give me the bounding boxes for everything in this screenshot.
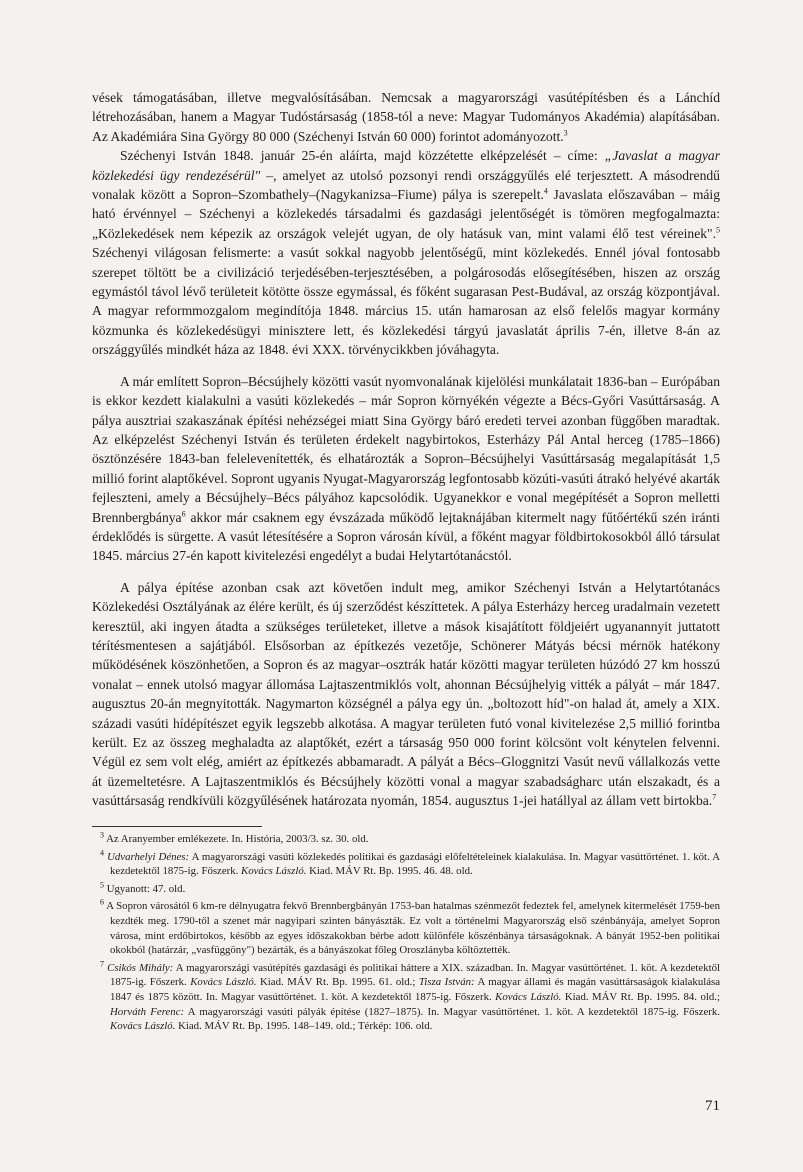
paragraph-2-text-c: Javaslata előszavában – máig ható érvénnyel – Széchenyi a közlekedés társadalmi és gazdasági jelentőségét is tömören megfogalmazta: „Közlekedések nem képezik az országok velejét ugyan, de oly hatásuk van, mint valami élő test véreinek". [92,187,720,241]
footnote-ref-5: 5 [716,225,720,235]
footnote-text: Kiad. MÁV Rt. Bp. 1995. 61. old.; [256,976,419,989]
footnote-5 [92,882,720,897]
footnote-divider [92,826,262,827]
footnote-ref-6: 6 [181,509,186,518]
footnote-author-or-editor: Kovács László. [110,1020,176,1033]
footnote-author-or-editor: Kovács László. [241,865,307,878]
footnote-text: Kiad. MÁV Rt. Bp. 1995. 84. old.; [561,990,720,1003]
footnote-author-or-editor: Tisza István: [418,976,475,989]
paragraph-3-text-a: A már említett Sopron–Bécsújhely közötti vasút nyomvonalának kijelölési munkálatait 1836-ban – Európában is ekkor kezdett kialakulni a vasúti közlekedés – már Sopron környékén végezte a Bécs-Győri Vasúttársaság. A pálya ausztriai szakaszának építési nehézségei miatt Sina György báró eredeti tervei azonban függőben maradtak. Az elképzelést Széchenyi István és területen érdekelt nagybirtokos, Esterházy Pál Antal herceg (1785–1866) ösztönzésére 1843-ban felelevenítették, és elhatározták a Sopron–Bécsújhelyi Vasúttársaság megalapítását 1,5 millió forint alaptőkével. Sopront ugyanis Nyugat-Magyarország legfontosabb közúti-vasúti átrakó helyévé akarták fejleszteni, amely a Bécsújhely–Bécs pályához kapcsolódik. Ugyanekkor e vonal megépítését a Sopron melletti Brennbergbánya [92,373,720,525]
paragraph-2-text-b: –, amelyet az utolsó pozsonyi rendi országgyűlés elé terjesztett. A másodrendű vonalak között a Sopron–Szombathely–(Nagykanizsa–Fiume) pálya is szerepelt. [92,167,720,203]
body-text [92,88,720,811]
footnote-3 [92,832,720,847]
footnote-number: 4 [100,848,104,857]
footnote-number: 6 [100,897,104,907]
footnote-text: Kiad. MÁV Rt. Bp. 1995. 46. 48. old. [306,865,473,878]
footnote-text: A magyar állami és magán vasúttársaságok kialakulása 1847 és 1875 között. In. Magyar vasúttörténet. 1. köt. A kezdetektől 1875-ig. Főszerk. [110,976,721,1003]
footnote-6 [92,899,720,957]
footnote-number: 3 [100,830,104,840]
footnote-number: 7 [100,959,104,969]
paragraph-4 [92,578,720,811]
footnote-author-or-editor: Udvarhelyi Dénes: [107,850,190,863]
paragraph-1 [92,88,720,146]
footnote-ref-3: 3 [563,128,568,138]
paragraph-3 [92,372,720,566]
footnote-text: A magyarországi vasúti közlekedés politikai és gazdasági előfeltételeinek kialakulása. In. Magyar vasúttörténet. 1. köt. A kezdetektől 1875-ig. Főszerk. [110,850,720,878]
footnote-author-or-editor: Horváth Ferenc: [110,1005,185,1018]
footnotes [92,832,720,1037]
footnote-text: A Sopron városától 6 km-re délnyugatra fekvő Brennbergbányán 1753-ban hatalmas szénmezőt fedeztek fel, amelynek kitermelését 1759-ben kezdték meg. 1790-től a szenet már nagyipari szinten bányászták. Ez volt a történelmi Magyarország első szénbányája, amelyet Sopron városa, mint erdőbirtokos, később az egyes időszakokban bérbe adott különféle kőszénbánya társaságoknak. A bányát 1952-ben politikai okokból (határzár, „vasfüggöny") bezárták, és a bányászokat főleg Oroszlányba költöztették. [106,900,720,957]
footnote-text: Az Aranyember emlékezete. In. História, 2003/3. sz. 30. old. [106,833,369,845]
footnote-text: A magyarországi vasútépítés gazdasági és politikai háttere a XIX. században. In. Magyar vasúttörténet. 1. köt. A kezdetektől 1875-ig. Főszerk. [110,961,720,989]
footnote-7 [92,961,720,1034]
footnote-text: A magyarországi vasúti pályák építése (1827–1875). In. Magyar vasúttörténet. 1. köt. A kezdetektől 1875-ig. Főszerk. [184,1005,720,1018]
footnote-text: Ugyanott: 47. old. [106,882,186,895]
footnote-text: Kiad. MÁV Rt. Bp. 1995. 148–149. old.; Térkép: 106. old. [175,1020,433,1033]
proposal-title: „Javaslat a magyar közlekedési ügy rendezésérül" [92,148,720,183]
paragraph-2-text-d: Széchenyi világosan felismerte: a vasút sokkal nagyobb jelentőségű, mint közlekedés. Ennél jóval fontosabb szerepet töltött be a civilizáció terjedésében-terjesztésében, a polgárosodás elősegítésében, hiszen az ország egymástól távol lévő területeit kötötte össze egymással, és főként sugarasan Pest-Budával, az ország központjával. A magyar reformmozgalom megindítója 1848. március 15. után hamarosan az első felelős magyar kormány közmunka és közlekedésügyi minisztere lett, és közlekedési tárgyú javaslatát április 7-én, illetve 8-án az országgyűlés mindkét háza az 1848. évi XXX. törvénycikkben jóváhagyta. [92,245,720,358]
footnote-author-or-editor: Kovács László. [190,976,257,989]
footnote-4 [92,850,720,879]
paragraph-2-text-a: Széchenyi István 1848. január 25-én aláírta, majd közzétette elképzelését – címe: [120,148,605,164]
paragraph-4-text: A pálya építése azonban csak azt követően indult meg, amikor Széchenyi István a Helytartótanács Közlekedési Osztályának az élére került, és új szerződést készíttetek. A pálya Esterházy herceg uradalmain vezetett keresztül, aki ingyen átadta a szükséges területeket, illetve a mások kisajátított földjeiért ugyanannyit juttatott térítésmentesen a sajátjából. Elsősorban az építkezés vezetője, Schönerer Mátyás bécsi mérnök hatékony működésének köszönhetően, a Sopron és az magyar–osztrák határ közötti magyar területen húzódó 27 km hosszú vonalat – ennek utolsó magyar állomása Lajtaszentmiklós volt, ahonnan Bécsújhelyig vitték a pályát – már 1847. augusztus 20-án megnyitották. Nagymarton községnél a pálya egy ún. „boltozott híd"-on halad át, amely a XIX. századi vasúti hídépítészet egyik legszebb alkotása. A magyar területen futó vonal kivitelezése 2,5 millió forintba került. Ez az összeg meghaladta az alaptőkét, ezért a társaság 950 000 forint kölcsönt volt kénytelen felvenni. Végül ez sem volt elég, amiért az építkezés abbamaradt. A pályát a Bécs–Gloggnitzi Vasút nevű vállalkozás vette át üzemeltetésre. A Lajtaszentmiklós és Bécsújhely közötti vonal a magyar szabadságharc után elszakadt, és a vasúttársaság rendkívüli közgyűlésének határozata nyomán, 1854. augusztus 1-jei hatállyal az állam vett birtokba. [92,579,720,809]
footnote-author-or-editor: Csikós Mihály: [107,961,174,974]
paragraph-1-text: vések támogatásában, illetve megvalósításában. Nemcsak a magyarországi vasútépítésben és a Lánchíd létrehozásában, hanem a Magyar Tudóstársaság (1858-tól a neve: Magyar Tudományos Akadémia) alapításában. Az Akadémiára Sina György 80 000 (Széchenyi István 60 000) forintot adományozott. [92,90,720,144]
paragraph-2 [92,146,720,359]
footnote-number: 5 [100,880,104,890]
footnote-author-or-editor: Kovács László. [495,990,562,1003]
footnote-ref-4: 4 [543,186,548,196]
footnote-ref-7: 7 [712,792,717,802]
paragraph-3-text-b: akkor már csaknem egy évszázada működő lejtaknájában kitermelt nagy fűtőértékű szén iránti érdeklődés is sürgette. A vasút létesítésére a Sopron városán kívül, a főként magyar földbirtokosokból álló társulat 1845. március 27-én kapott kivitelezési engedélyt a budai Helytartótanácstól. [92,509,720,564]
page-number: 71 [705,1098,720,1114]
